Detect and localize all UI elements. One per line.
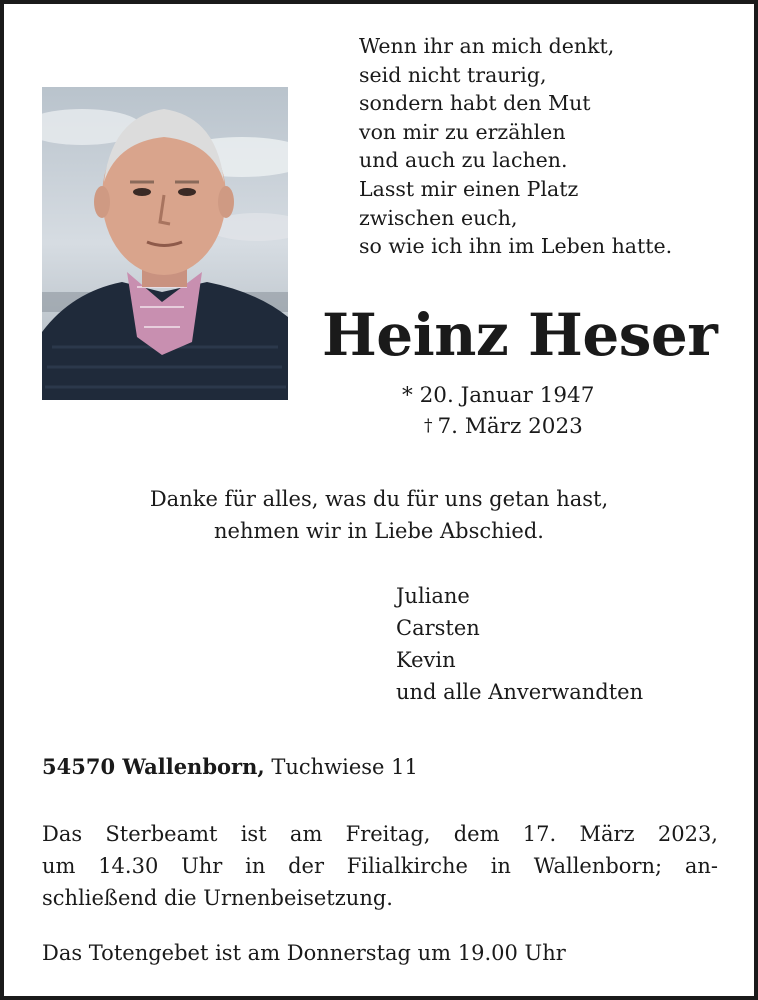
death-date-row — [402, 411, 594, 442]
mourner-name: Carsten — [396, 616, 480, 640]
mourners-list — [396, 580, 643, 708]
address — [42, 751, 418, 783]
mourner-name: Juliane — [396, 584, 470, 608]
service-line: schließend die Urnenbeisetzung. — [42, 886, 393, 910]
portrait-photo — [42, 87, 288, 400]
poem-line: seid nicht traurig, — [359, 62, 547, 87]
mourner-name: und alle Anverwandten — [396, 680, 644, 704]
deceased-name: Heinz Heser — [322, 301, 718, 369]
service-line: Das Sterbeamt ist am Freitag, dem 17. März 2023, — [42, 822, 718, 846]
poem — [359, 32, 739, 261]
poem-line: zwischen euch, — [359, 205, 518, 230]
address-city: 54570 Wallenborn, — [42, 754, 265, 779]
mourner-name: Kevin — [396, 648, 456, 672]
birth-date: * 20. Januar 1947 — [402, 383, 595, 408]
poem-line: Lasst mir einen Platz — [359, 176, 579, 201]
address-street: Tuchwiese 11 — [271, 755, 418, 779]
poem-line: so wie ich ihn im Leben hatte. — [359, 234, 673, 259]
poem-line: von mir zu erzählen — [359, 119, 566, 144]
death-date: 7. März 2023 — [437, 414, 583, 439]
service-line: um 14.30 Uhr in der Filialkirche in Wallenborn; an- — [42, 854, 718, 878]
cross-icon: † — [424, 416, 433, 436]
life-dates — [402, 380, 594, 442]
farewell-line: nehmen wir in Liebe Abschied. — [214, 519, 544, 543]
poem-line: sondern habt den Mut — [359, 91, 591, 116]
service-info — [42, 818, 718, 914]
farewell-line: Danke für alles, was du für uns getan hast, — [149, 487, 609, 511]
poem-line: und auch zu lachen. — [359, 148, 568, 173]
portrait-image — [42, 87, 288, 400]
poem-line: Wenn ihr an mich denkt, — [359, 34, 615, 58]
prayer-info: Das Totengebet ist am Donnerstag um 19.00 Uhr — [42, 941, 566, 965]
farewell-message — [4, 483, 754, 547]
